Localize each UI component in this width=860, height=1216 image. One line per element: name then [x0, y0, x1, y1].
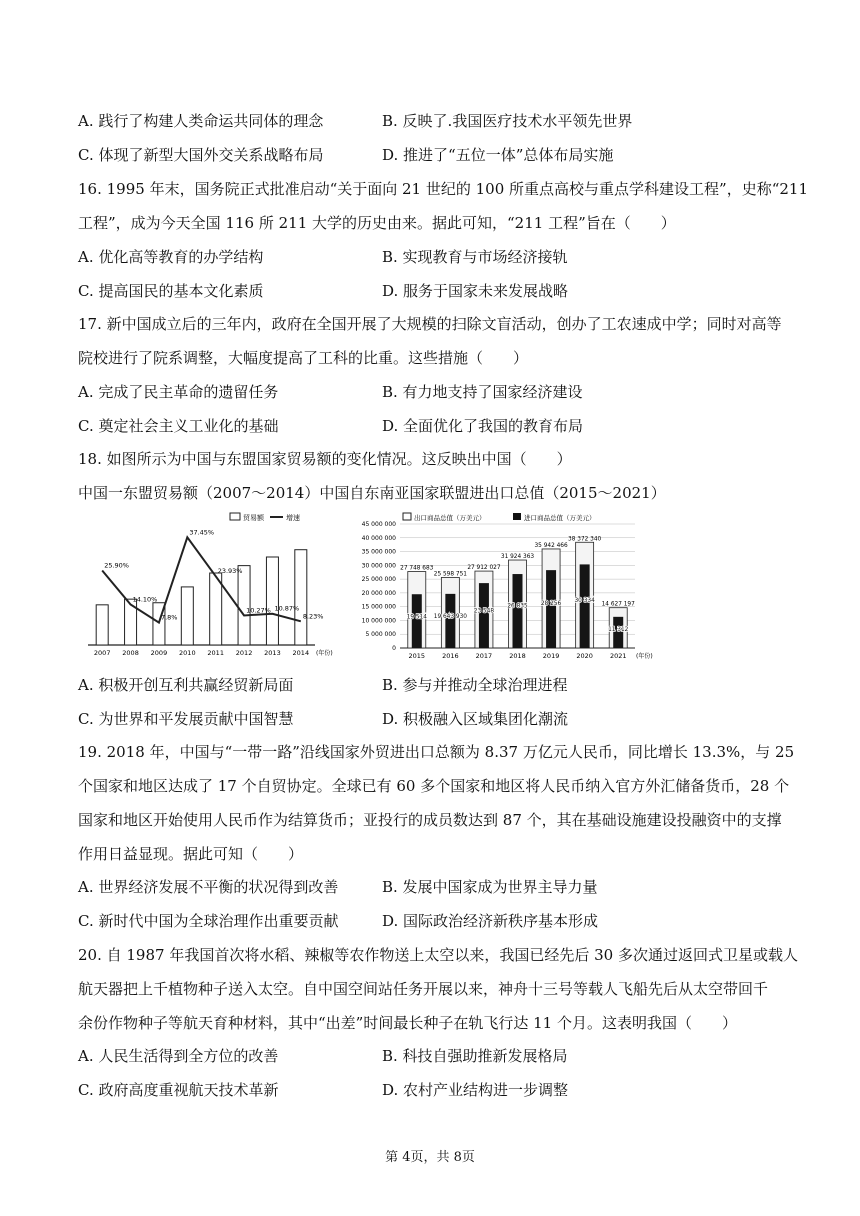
page-footer: 第 4页，共 8页: [385, 1150, 475, 1165]
growth-data-label: 8.23%: [302, 612, 324, 621]
y-tick-label: 40 000 000: [361, 534, 396, 542]
import-bar: [580, 564, 590, 648]
x-tick-label: 2014: [292, 649, 310, 657]
q15-option-b: B. 反映了.我国医疗技术水平领先世界: [382, 112, 633, 130]
import-bar: [412, 594, 422, 648]
q16-option-c: C. 提高国民的基本文化素质: [78, 282, 264, 300]
import-data-label: 30 334: [574, 598, 595, 605]
q18-chart-caption: 中国一东盟贸易额（2007～2014）中国自东南亚国家联盟进出口总值（2015～2021）: [78, 484, 666, 502]
y-tick-label: 10 000 000: [361, 617, 396, 625]
growth-data-label: 10.27%: [246, 606, 271, 615]
x-tick-label: 2019: [542, 652, 560, 660]
import-data-label: 26 835: [507, 603, 528, 610]
q17-option-a: A. 完成了民主革命的遗留任务: [78, 383, 279, 401]
growth-data-label: 10.87%: [274, 604, 300, 613]
x-unit-label: (年份): [316, 650, 333, 657]
export-data-label: 38 372 340: [568, 536, 602, 543]
x-tick-label: 2020: [576, 652, 593, 660]
q19-stem-line3: 国家和地区开始使用人民币作为结算货币；亚投行的成员数达到 87 个，其在基础设施建设投融资中的支撑: [78, 811, 782, 829]
q18-stem-line1: 18. 如图所示为中国与东盟国家贸易额的变化情况。这反映出中国（ ）: [78, 450, 572, 468]
q15-option-d: D. 推进了“五位一体”总体布局实施: [382, 146, 614, 164]
q16-stem-line1: 16. 1995 年末，国务院正式批准启动“关于面向 21 世纪的 100 所重点高校与重点学科建设工程”，史称“211: [78, 180, 808, 198]
y-tick-label: 30 000 000: [361, 562, 396, 570]
q17-option-d: D. 全面优化了我国的教育布局: [382, 417, 584, 435]
export-data-label: 35 942 466: [534, 542, 568, 549]
export-data-label: 14 627 197: [601, 601, 635, 608]
growth-data-label: 7.8%: [160, 613, 178, 622]
legend-label-growth: 增速: [286, 514, 300, 522]
q20-stem-line1: 20. 自 1987 年我国首次将水稻、辣椒等农作物送上太空以来，我国已经先后 30 多次通过返回式卫星或载人: [78, 946, 798, 964]
x-tick-label: 2008: [122, 649, 139, 657]
q20-stem-line3: 余份作物种子等航天育种材料，其中“出差”时间最长种子在轨飞行达 11 个月。这表明我国（ ）: [78, 1014, 737, 1032]
q18-option-a: A. 积极开创互利共赢经贸新局面: [78, 676, 294, 694]
y-tick-label: 35 000 000: [361, 548, 396, 556]
legend-swatch-import: [513, 513, 521, 520]
x-tick-label: 2013: [264, 649, 281, 657]
q19-option-c: C. 新时代中国为全球治理作出重要贡献: [78, 912, 339, 930]
growth-data-label: 37.45%: [189, 528, 215, 537]
legend-swatch-export: [403, 513, 411, 520]
import-data-label: 19 514: [406, 614, 427, 621]
q19-option-d: D. 国际政治经济新秩序基本形成: [382, 912, 599, 930]
import-bar: [546, 570, 556, 648]
import-data-label: 11 312: [608, 626, 629, 633]
volume-bar: [181, 587, 193, 645]
x-tick-label: 2009: [150, 649, 168, 657]
q15-option-c: C. 体现了新型大国外交关系战略布局: [78, 146, 324, 164]
q19-stem-line4: 作用日益显现。据此可知（ ）: [78, 845, 304, 863]
asean-trade-chart-2007-2014: [80, 510, 333, 665]
q19-option-b: B. 发展中国家成为世界主导力量: [382, 878, 598, 896]
import-bar: [513, 574, 523, 648]
x-tick-label: 2015: [408, 652, 426, 660]
import-data-label: 19 643 930: [433, 614, 467, 621]
y-tick-label: 5 000 000: [365, 631, 396, 639]
export-data-label: 27 748 683: [400, 565, 434, 572]
export-data-label: 25 598 751: [433, 571, 467, 578]
q20-stem-line2: 航天器把上千植物种子送入太空。自中国空间站任务开展以来，神舟十三号等载人飞船先后从太空带回千: [78, 980, 769, 998]
x-tick-label: 2010: [179, 649, 196, 657]
q18-option-c: C. 为世界和平发展贡献中国智慧: [78, 710, 294, 728]
q18-option-d: D. 积极融入区域集团化潮流: [382, 710, 569, 728]
q17-stem-line1: 17. 新中国成立后的三年内，政府在全国开展了大规模的扫除文盲活动，创办了工农速成中学；同时对高等: [78, 315, 782, 333]
growth-data-label: 23.93%: [217, 567, 243, 576]
y-tick-label: 15 000 000: [361, 603, 396, 611]
x-tick-label: 2018: [509, 652, 526, 660]
export-data-label: 27 912 027: [467, 565, 501, 572]
import-data-label: 28 256: [540, 601, 562, 608]
export-data-label: 31 924 363: [500, 554, 535, 561]
q17-stem-line2: 院校进行了院系调整，大幅度提高了工科的比重。这些措施（ ）: [78, 349, 529, 367]
x-tick-label: 2017: [475, 652, 493, 660]
q20-option-d: D. 农村产业结构进一步调整: [382, 1081, 569, 1099]
q16-option-d: D. 服务于国家未来发展战略: [382, 282, 569, 300]
legend-label-import: 进口商品总值（万美元）: [524, 514, 596, 522]
x-tick-label: 2016: [442, 652, 459, 660]
x-tick-label: 2007: [93, 649, 111, 657]
legend-swatch-volume: [230, 513, 240, 520]
q15-option-a: A. 践行了构建人类命运共同体的理念: [78, 112, 324, 130]
q16-stem-line2: 工程”，成为今天全国 116 所 211 大学的历史由来。据此可知，“211 工程”旨在（ ）: [78, 214, 676, 232]
y-tick-label: 25 000 000: [361, 576, 396, 584]
q16-option-b: B. 实现教育与市场经济接轨: [382, 248, 568, 266]
legend-label-export: 出口商品总值（万美元）: [414, 514, 486, 522]
asean-import-export-chart-2015-2021: [345, 510, 657, 665]
import-bar: [445, 594, 455, 648]
volume-bar: [210, 573, 222, 645]
import-bar: [479, 583, 489, 648]
q19-stem-line2: 个国家和地区达成了 17 个自贸协定。全球已有 60 多个国家和地区将人民币纳入官方外汇储备货币，28 个: [78, 777, 790, 795]
x-tick-label: 2011: [207, 649, 224, 657]
volume-bar: [295, 550, 307, 645]
legend-label-volume: 贸易额: [243, 514, 264, 522]
growth-data-label: 14.10%: [132, 595, 158, 604]
y-tick-label: 45 000 000: [361, 521, 396, 528]
volume-bar: [238, 566, 250, 645]
q20-option-a: A. 人民生活得到全方位的改善: [78, 1047, 279, 1065]
growth-data-label: 25.90%: [104, 561, 129, 570]
q19-option-a: A. 世界经济发展不平衡的状况得到改善: [78, 878, 339, 896]
volume-bar: [266, 557, 278, 645]
x-unit-label: (年份): [636, 653, 653, 660]
q16-option-a: A. 优化高等教育的办学结构: [78, 248, 264, 266]
q19-stem-line1: 19. 2018 年，中国与“一带一路”沿线国家外贸进出口总额为 8.37 万亿元人民币，同比增长 13.3%，与 25: [78, 743, 795, 761]
q17-option-c: C. 奠定社会主义工业化的基础: [78, 417, 279, 435]
q18-option-b: B. 参与并推动全球治理进程: [382, 676, 568, 694]
y-tick-label: 0: [392, 645, 396, 652]
q20-option-b: B. 科技自强助推新发展格局: [382, 1047, 568, 1065]
volume-bar: [96, 605, 108, 645]
x-tick-label: 2012: [235, 649, 253, 657]
import-data-label: 23 548: [473, 608, 495, 615]
q17-option-b: B. 有力地支持了国家经济建设: [382, 383, 583, 401]
q20-option-c: C. 政府高度重视航天技术革新: [78, 1081, 279, 1099]
x-tick-label: 2021: [609, 652, 627, 660]
y-tick-label: 20 000 000: [361, 589, 396, 597]
